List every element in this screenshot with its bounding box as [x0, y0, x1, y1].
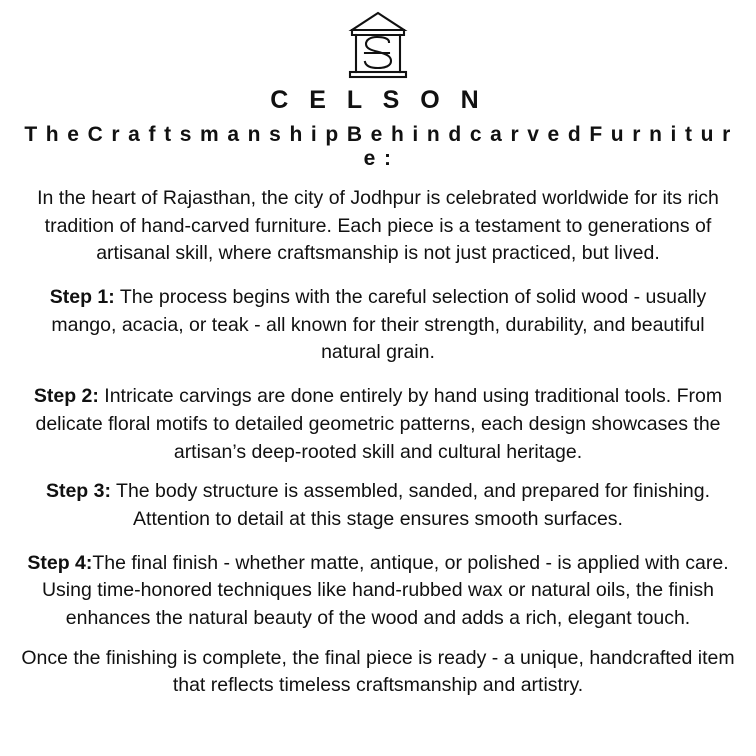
page-title: T h e C r a f t s m a n s h i p B e h i n d c a r v e d F u r n i t u r e :: [24, 123, 732, 170]
step-2-paragraph: [19, 383, 737, 466]
step-2-text: Intricate carvings are done entirely by hand using traditional tools. From delicate floral motifs to detailed geometric patterns, each design showcases the artisan’s deep-rooted skill and cultural heritage.: [35, 385, 723, 463]
step-3-paragraph: [19, 478, 737, 533]
celson-monogram-icon: [332, 10, 424, 82]
step-3-text: The body structure is assembled, sanded, and prepared for finishing. Attention to detail at this stage ensures smooth surfaces.: [110, 480, 711, 530]
intro-paragraph: In the heart of Rajasthan, the city of Jodhpur is celebrated worldwide for its rich tradition of hand-carved furniture. Each piece is a testament to generations of artisanal skill, where craftsmanship is not just practiced, but lived.: [37, 187, 719, 265]
step-1-paragraph: [19, 284, 737, 367]
step-4-text: The final finish - whether matte, antique, or polished - is applied with care. Using time-honored techniques like hand-rubbed wax or natural oils, the finish enhances the natural beauty of the wood and adds a rich, elegant touch.: [41, 551, 729, 629]
step-2-label: Step 2:: [33, 385, 99, 408]
step-3-label: Step 3:: [45, 480, 111, 503]
step-4-label: Step 4:: [27, 551, 93, 574]
step-1-text: The process begins with the careful selection of solid wood - usually mango, acacia, or teak - all known for their strength, durability, and beautiful natural grain.: [51, 286, 707, 364]
step-4-paragraph: [19, 550, 737, 633]
step-1-label: Step 1:: [49, 286, 115, 309]
closing-paragraph: Once the finishing is complete, the final piece is ready - a unique, handcrafted item that reflects timeless craftsmanship and artistry.: [21, 646, 735, 697]
brand-title: C E L S O N: [270, 86, 486, 114]
